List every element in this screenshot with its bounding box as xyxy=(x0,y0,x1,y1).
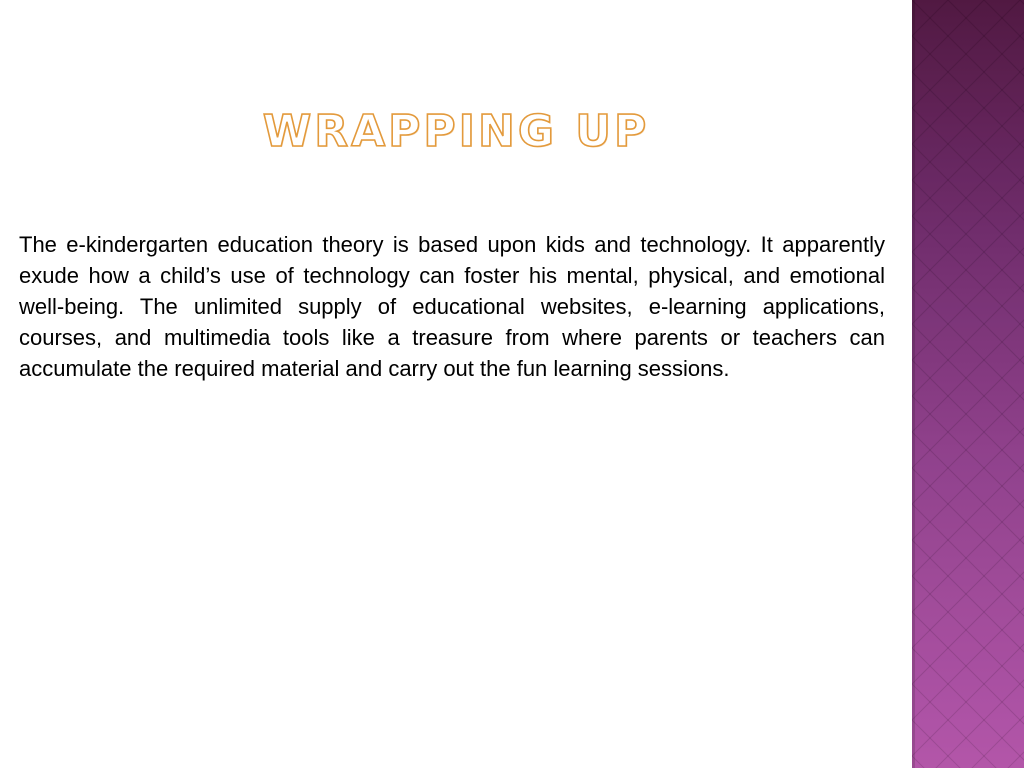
slide-title: WRAPPING UP xyxy=(262,106,650,157)
slide-body-text: The e-kindergarten education theory is based upon kids and technology. It apparently exude how a child’s use of technology can foster his mental, physical, and emotional well-being. The unlimited supply of educational websites, e-learning applications, courses, and multimedia tools like a treasure from where parents or teachers can accumulate the required material and carry out the fun learning sessions. xyxy=(19,232,885,381)
decorative-side-band xyxy=(912,0,1024,768)
diamond-pattern xyxy=(912,0,1024,768)
